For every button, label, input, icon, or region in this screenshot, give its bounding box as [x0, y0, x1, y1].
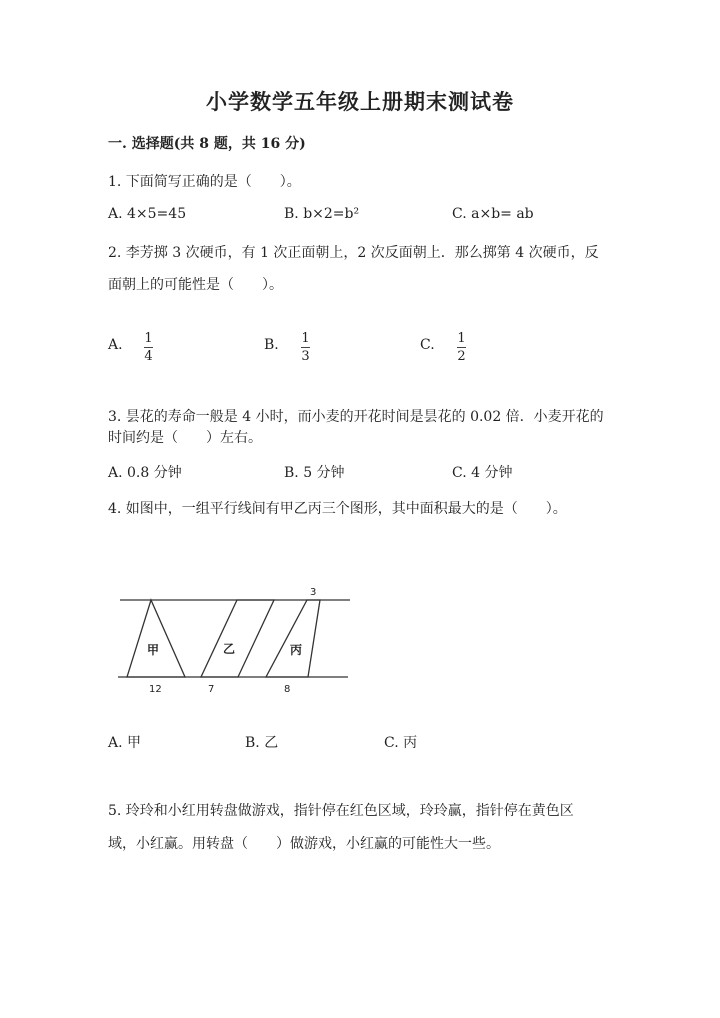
question-4-option-c[interactable]: C. 丙: [384, 735, 418, 751]
question-3-option-c[interactable]: C. 4 分钟: [452, 465, 513, 481]
question-4-stem: 4. 如图中，一组平行线间有甲乙丙三个图形，其中面积最大的是（ ）。: [108, 501, 567, 517]
question-1-option-b[interactable]: B. b×2=b²: [284, 206, 360, 222]
question-1-option-a[interactable]: A. 4×5=45: [108, 206, 187, 222]
fraction-numerator: 1: [144, 331, 153, 346]
question-2-stem-line1: 2. 李芳掷 3 次硬币，有 1 次正面朝上，2 次反面朝上．那么掷第 4 次硬币，反: [108, 245, 599, 261]
question-3-option-a[interactable]: A. 0.8 分钟: [108, 465, 182, 481]
label-bing: 丙: [290, 643, 303, 657]
fraction-denominator: 2: [457, 349, 466, 364]
question-5-stem-line1: 5. 玲玲和小红用转盘做游戏，指针停在红色区域，玲玲赢，指针停在黄色区: [108, 803, 574, 819]
triangle-jia: [127, 600, 185, 677]
question-3-stem-line2: 时间约是（ ）左右。: [108, 430, 262, 446]
section-heading: 一. 选择题(共 8 题，共 16 分): [108, 136, 306, 152]
question-2-option-c-label[interactable]: C.: [420, 337, 435, 353]
question-2-stem-line2: 面朝上的可能性是（ ）。: [108, 277, 283, 293]
measure-label-top: 3: [310, 587, 317, 598]
question-3-stem-line1: 3. 昙花的寿命一般是 4 小时，而小麦的开花时间是昙花的 0.02 倍．小麦开花的: [108, 409, 604, 425]
label-jia: 甲: [147, 643, 160, 657]
question-1-stem: 1. 下面简写正确的是（ ）。: [108, 174, 301, 190]
parallelogram-yi: [201, 600, 274, 677]
question-3-option-b[interactable]: B. 5 分钟: [284, 465, 345, 481]
question-2-option-a-label[interactable]: A.: [108, 337, 123, 353]
fraction-denominator: 4: [144, 349, 153, 364]
fraction-numerator: 1: [457, 331, 466, 346]
measure-label-jia-base: 12: [149, 684, 162, 695]
fraction-denominator: 3: [301, 349, 310, 364]
measure-label-yi-base: 7: [208, 684, 215, 695]
question-4-option-a[interactable]: A. 甲: [108, 735, 142, 751]
question-4-option-b[interactable]: B. 乙: [245, 735, 279, 751]
question-5-stem-line2: 域，小红赢。用转盘（ ）做游戏，小红赢的可能性大一些。: [108, 836, 500, 852]
question-2-option-b-label[interactable]: B.: [264, 337, 279, 353]
fraction-numerator: 1: [301, 331, 310, 346]
label-yi: 乙: [223, 642, 236, 656]
page-title: 小学数学五年级上册期末测试卷: [206, 89, 514, 114]
question-1-option-c[interactable]: C. a×b= ab: [452, 206, 534, 222]
trapezoid-bing: [266, 600, 320, 677]
measure-label-bing-base: 8: [284, 684, 291, 695]
